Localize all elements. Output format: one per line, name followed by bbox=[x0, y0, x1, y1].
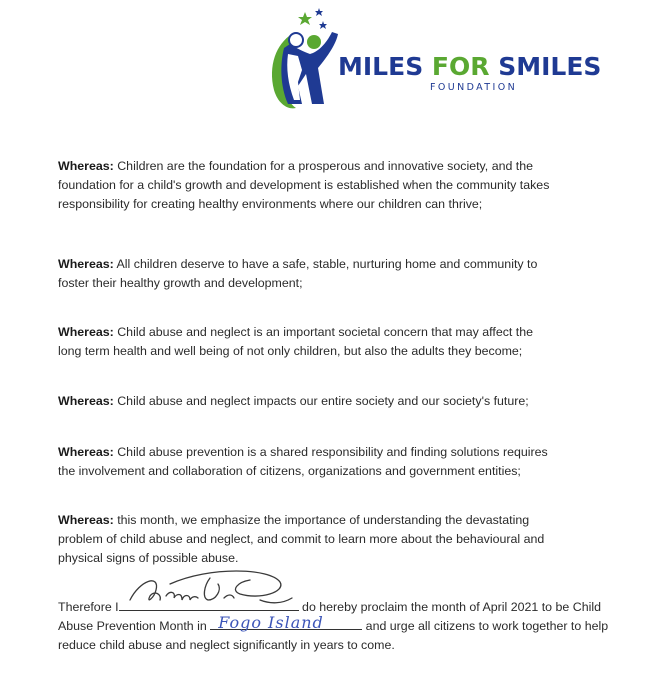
whereas-label: Whereas: bbox=[58, 159, 114, 173]
logo-subtitle: FOUNDATION bbox=[430, 82, 518, 93]
whereas-paragraph-2: Whereas: All children deserve to have a safe, stable, nurturing home and community to foster their healthy growth and development; bbox=[58, 257, 538, 290]
whereas-label: Whereas: bbox=[58, 394, 114, 408]
name-blank-line bbox=[119, 598, 299, 611]
star-icon bbox=[298, 12, 312, 25]
whereas-label: Whereas: bbox=[58, 513, 114, 527]
whereas-label: Whereas: bbox=[58, 257, 114, 271]
star-icon bbox=[315, 8, 323, 16]
whereas-label: Whereas: bbox=[58, 325, 114, 339]
whereas-paragraph-6: Whereas: this month, we emphasize the importance of understanding the devastating problem of child abuse and neglect, and commit to learn more about the behavioural and physical signs of possible abuse. bbox=[58, 513, 545, 565]
whereas-paragraph-4: Whereas: Child abuse and neglect impacts our entire society and our society's future; bbox=[58, 394, 529, 408]
closing-proclamation: Therefore I do hereby proclaim the month of April 2021 to be Child Abuse Prevention Month in Fogo Island and urge all citizens to work together to help reduce child abuse and neglect significantly in years to come. bbox=[58, 600, 609, 652]
whereas-paragraph-1: Whereas: Children are the foundation for a prosperous and innovative society, and the foundation for a child's growth and development is established when the community takes responsibility for creating healthy environments where our children can thrive; bbox=[58, 159, 550, 211]
place-blank-field bbox=[210, 613, 362, 636]
star-icon bbox=[319, 21, 327, 29]
whereas-label: Whereas: bbox=[58, 445, 114, 459]
whereas-paragraph-5: Whereas: Child abuse prevention is a shared responsibility and finding solutions requires the involvement and collaboration of citizens, organizations and government entities; bbox=[58, 445, 548, 478]
handwritten-place: Fogo Island bbox=[218, 613, 324, 632]
logo-title: MILES FOR SMILES bbox=[338, 52, 602, 81]
whereas-paragraph-3: Whereas: Child abuse and neglect is an important societal concern that may affect the long term health and well being of not only children, but also the adults they become; bbox=[58, 325, 534, 358]
